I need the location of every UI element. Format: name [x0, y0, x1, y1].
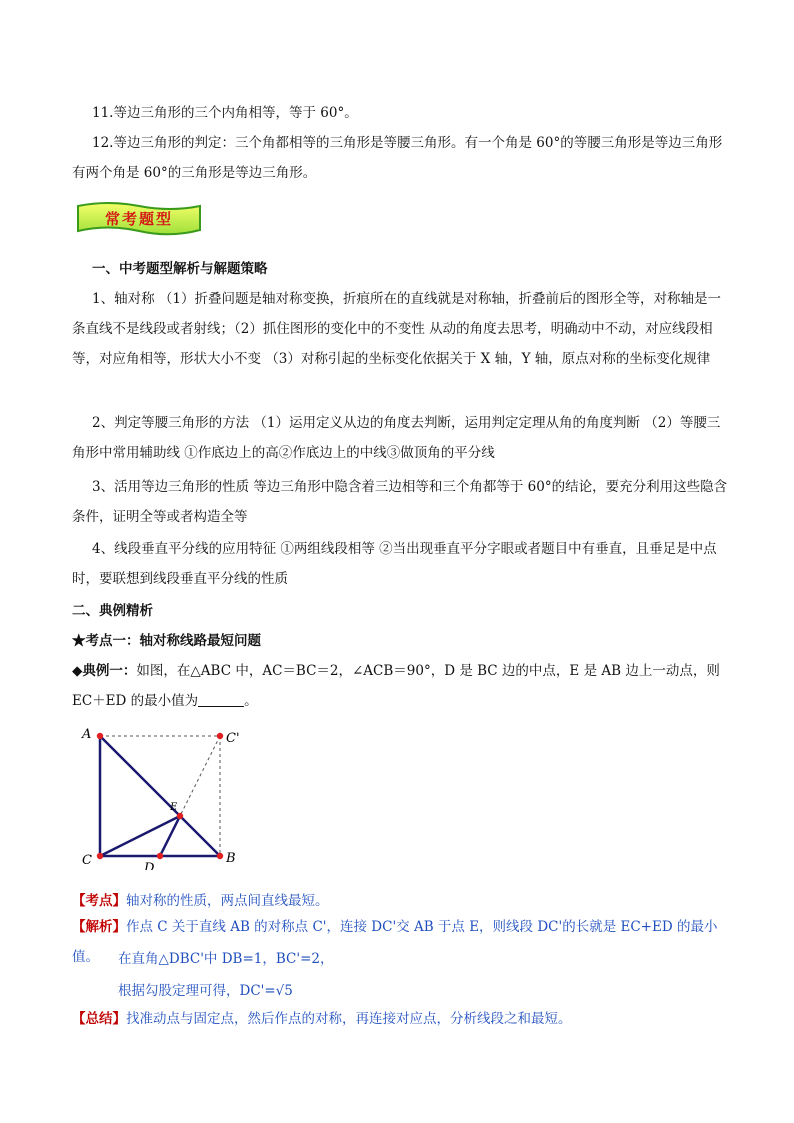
- label-d: D: [144, 861, 155, 870]
- segment-ce: [100, 816, 180, 856]
- kaodian-tag: 【考点】: [72, 893, 126, 909]
- section1-title: 一、中考题型解析与解题策略: [92, 261, 268, 277]
- example-label: ◆典例一：: [72, 663, 137, 679]
- zongjie-text: 找准动点与固定点，然后作点的对称，再连接对应点，分析线段之和最短。: [126, 1011, 572, 1027]
- zongjie-line: [72, 1004, 728, 1034]
- side-ab: [100, 736, 220, 856]
- point-e: [177, 813, 183, 819]
- label-a: A: [82, 727, 92, 742]
- jiexi-text-2: 在直角△DBC'中 DB=1，BC'=2，: [118, 951, 334, 967]
- example-end: 。: [244, 693, 258, 709]
- jiexi-text: 作点 C 关于直线 AB 的对称点 C'，连接 DC'交 AB 于点 E，则线段 DC'的长就是 EC+ED 的最小值。: [72, 919, 718, 965]
- example-text: 如图，在△ABC 中，AC＝BC＝2，∠ACB＝90°，D 是 BC 边的中点，E 是 AB 边上一动点，则 EC＋ED 的最小值为: [72, 663, 720, 709]
- jiexi-line-2: [118, 944, 718, 974]
- point-b: [217, 853, 223, 859]
- section1-p1: 1、轴对称 （1）折叠问题是轴对称变换，折痕所在的直线就是对称轴，折叠前后的图形全等，对称轴是一条直线不是线段或者射线；（2）抓住图形的变化中的不变性 从动的角度去思考，明确动中不动，对应线段相等，对应角相等，形状大小不变 （3）对称引起的坐标变化依据关于 X 轴，Y 轴，原点对称的坐标变化规律: [72, 291, 721, 367]
- item-12: 12.等边三角形的判定：三个角都相等的三角形是等腰三角形。有一个角是 60°的等腰三角形是等边三角形有两个角是 60°的三角形是等边三角形。: [72, 135, 723, 181]
- banner-text: 常考题型: [104, 210, 173, 228]
- point-d: [157, 853, 163, 859]
- section1-p4: 4、线段垂直平分线的应用特征 ①两组线段相等 ②当出现垂直平分字眼或者题目中有垂直，且垂足是中点时，要联想到线段垂直平分线的性质: [72, 541, 717, 587]
- jiexi-tag: 【解析】: [72, 919, 126, 935]
- point-a: [97, 733, 103, 739]
- example-one: [72, 656, 728, 716]
- label-c: C: [82, 853, 92, 868]
- answer-blank: [198, 692, 244, 707]
- zongjie-tag: 【总结】: [72, 1011, 126, 1027]
- kaodian-title: ★考点一：轴对称线路最短问题: [72, 633, 261, 649]
- jiexi-text-3: 根据勾股定理可得，DC'=√5: [118, 983, 293, 999]
- label-c-prime: C': [226, 731, 240, 746]
- section1-p3: 3、活用等边三角形的性质 等边三角形中隐含着三边相等和三个角都等于 60°的结论，要充分利用这些隐含条件，证明全等或者构造全等: [72, 479, 728, 525]
- label-e: E: [170, 802, 178, 813]
- point-c: [97, 853, 103, 859]
- triangle-figure: [76, 724, 256, 870]
- jiexi-line-3: [118, 976, 718, 1006]
- changkao-banner: [74, 200, 204, 240]
- kaodian-text: 轴对称的性质，两点间直线最短。: [126, 893, 329, 909]
- section1-p2: 2、判定等腰三角形的方法 （1）运用定义从边的角度去判断，运用判定定理从角的角度判断 （2）等腰三角形中常用辅助线 ①作底边上的高②作底边上的中线③做顶角的平分线: [72, 415, 721, 461]
- triangle-diagram: [76, 724, 256, 870]
- section2-title: 二、典例精析: [72, 603, 153, 619]
- label-b: B: [226, 851, 236, 866]
- item-11: 11.等边三角形的三个内角相等，等于 60°。: [92, 105, 358, 121]
- point-c-prime: [217, 733, 223, 739]
- dash-cprime-e: [180, 736, 220, 816]
